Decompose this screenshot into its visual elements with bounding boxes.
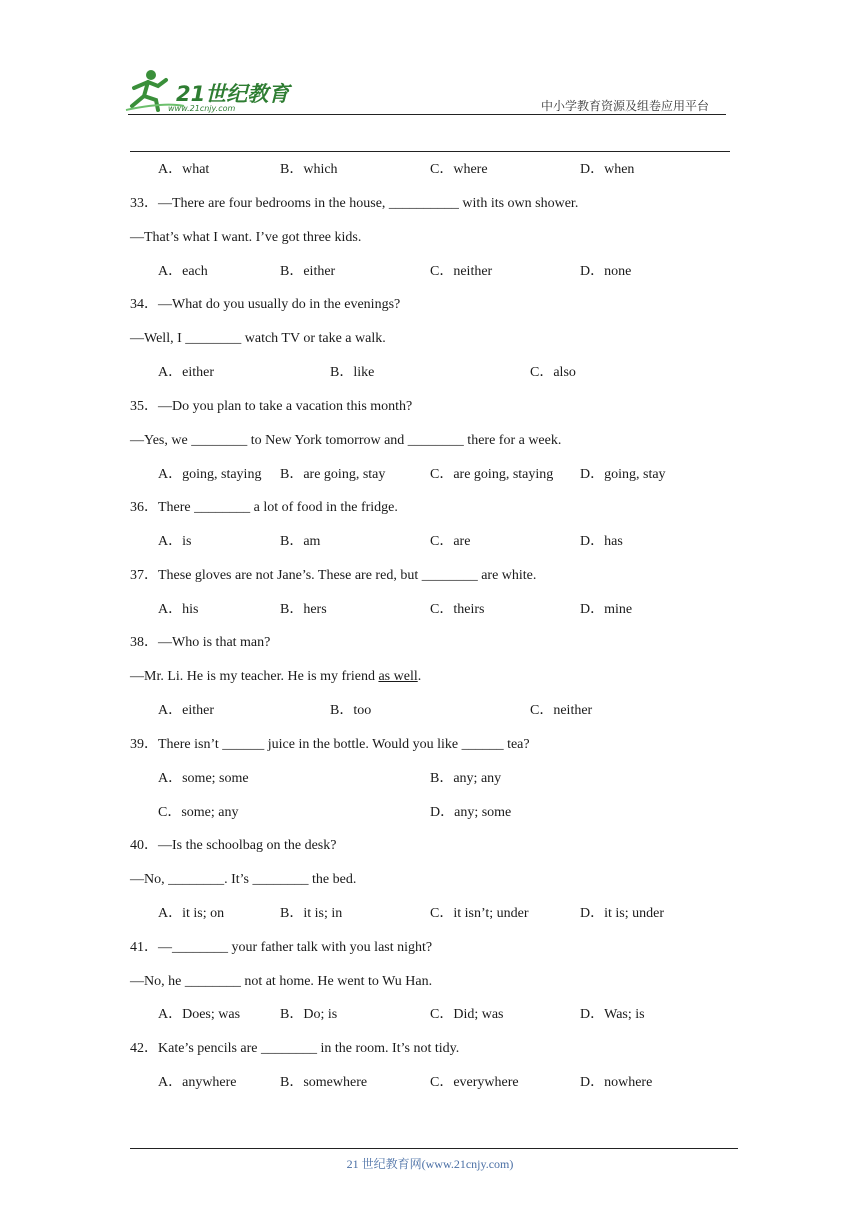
q34-stem: 34．—What do you usually do in the evenings? (130, 297, 401, 312)
content-top-rule (130, 151, 730, 152)
q33-reply: —That’s what I want. I’ve got three kids. (130, 230, 362, 245)
logo-title: 21世纪教育 (176, 82, 290, 106)
q42-option-d: D．nowhere (580, 1075, 653, 1090)
q37-option-c: C．theirs (430, 602, 485, 617)
q39-option-b: B．any; any (430, 771, 502, 786)
q36-option-b: B．am (280, 534, 321, 549)
q41-option-a: A．Does; was (158, 1007, 241, 1022)
q34-option-a: A．either (158, 365, 214, 380)
q33-option-c: C．neither (430, 264, 493, 279)
q36-option-d: D．has (580, 534, 623, 549)
q38-reply-end: . (417, 669, 422, 684)
footer-site-link[interactable]: 21 世纪教育网(www.21cnjy.com) (346, 1157, 514, 1171)
q36-option-a: A．is (158, 534, 192, 549)
q38-option-c: C．neither (530, 703, 593, 718)
header-rule (128, 114, 726, 115)
logo-url: www.21cnjy.com (168, 104, 236, 113)
q40-option-d: D．it is; under (580, 906, 664, 921)
q41-stem: 41．—________ your father talk with you last night? (130, 940, 433, 955)
q40-reply: —No, ________. It’s ________ the bed. (130, 872, 357, 887)
q38-underlined-phrase: as well (378, 669, 418, 684)
q34-reply: —Well, I ________ watch TV or take a walk. (130, 331, 386, 346)
q42-option-b: B．somewhere (280, 1075, 368, 1090)
q33-stem: 33．—There are four bedrooms in the house, __________ with its own shower. (130, 196, 579, 211)
q35-option-a: A．going, staying (158, 467, 262, 482)
q40-option-b: B．it is; in (280, 906, 343, 921)
q36-stem: 36．There ________ a lot of food in the fridge. (130, 500, 398, 515)
q35-option-b: B．are going, stay (280, 467, 386, 482)
q37-option-d: D．mine (580, 602, 633, 617)
q41-reply: —No, he ________ not at home. He went to Wu Han. (130, 974, 433, 989)
header-slogan: 中小学教育资源及组卷应用平台 (541, 99, 710, 113)
q32-option-c: C．where (430, 162, 488, 177)
q34-option-b: B．like (330, 365, 375, 380)
q37-option-b: B．hers (280, 602, 327, 617)
q39-option-d: D．any; some (430, 805, 512, 820)
q35-option-c: C．are going, staying (430, 467, 554, 482)
q41-option-c: C．Did; was (430, 1007, 504, 1022)
q38-reply-text: —Mr. Li. He is my teacher. He is my friend (130, 669, 379, 684)
q36-option-c: C．are (430, 534, 471, 549)
q33-option-d: D．none (580, 264, 632, 279)
q39-stem: 39．There isn’t ______ juice in the bottle. Would you like ______ tea? (130, 737, 530, 752)
q32-option-d: D．when (580, 162, 635, 177)
footer-rule (130, 1148, 738, 1149)
q34-option-c: C．also (530, 365, 576, 380)
q33-option-a: A．each (158, 264, 208, 279)
q41-option-d: D．Was; is (580, 1007, 645, 1022)
q33-option-b: B．either (280, 264, 336, 279)
q40-stem: 40．—Is the schoolbag on the desk? (130, 838, 337, 853)
q32-option-a: A．what (158, 162, 210, 177)
q38-reply (130, 668, 421, 686)
q40-option-a: A．it is; on (158, 906, 225, 921)
q38-option-b: B．too (330, 703, 372, 718)
q35-stem: 35．—Do you plan to take a vacation this month? (130, 399, 413, 414)
q35-option-d: D．going, stay (580, 467, 666, 482)
q42-stem: 42．Kate’s pencils are ________ in the room. It’s not tidy. (130, 1041, 460, 1056)
q37-option-a: A．his (158, 602, 199, 617)
q38-stem: 38．—Who is that man? (130, 635, 271, 650)
q39-option-a: A．some; some (158, 771, 249, 786)
q42-option-a: A．anywhere (158, 1075, 237, 1090)
q35-reply: —Yes, we ________ to New York tomorrow and ________ there for a week. (130, 433, 562, 448)
site-logo (124, 66, 294, 116)
q32-option-b: B．which (280, 162, 338, 177)
q41-option-b: B．Do; is (280, 1007, 338, 1022)
q38-option-a: A．either (158, 703, 214, 718)
q39-option-c: C．some; any (158, 805, 239, 820)
q42-option-c: C．everywhere (430, 1075, 519, 1090)
q40-option-c: C．it isn’t; under (430, 906, 529, 921)
q37-stem: 37．These gloves are not Jane’s. These are red, but ________ are white. (130, 568, 537, 583)
